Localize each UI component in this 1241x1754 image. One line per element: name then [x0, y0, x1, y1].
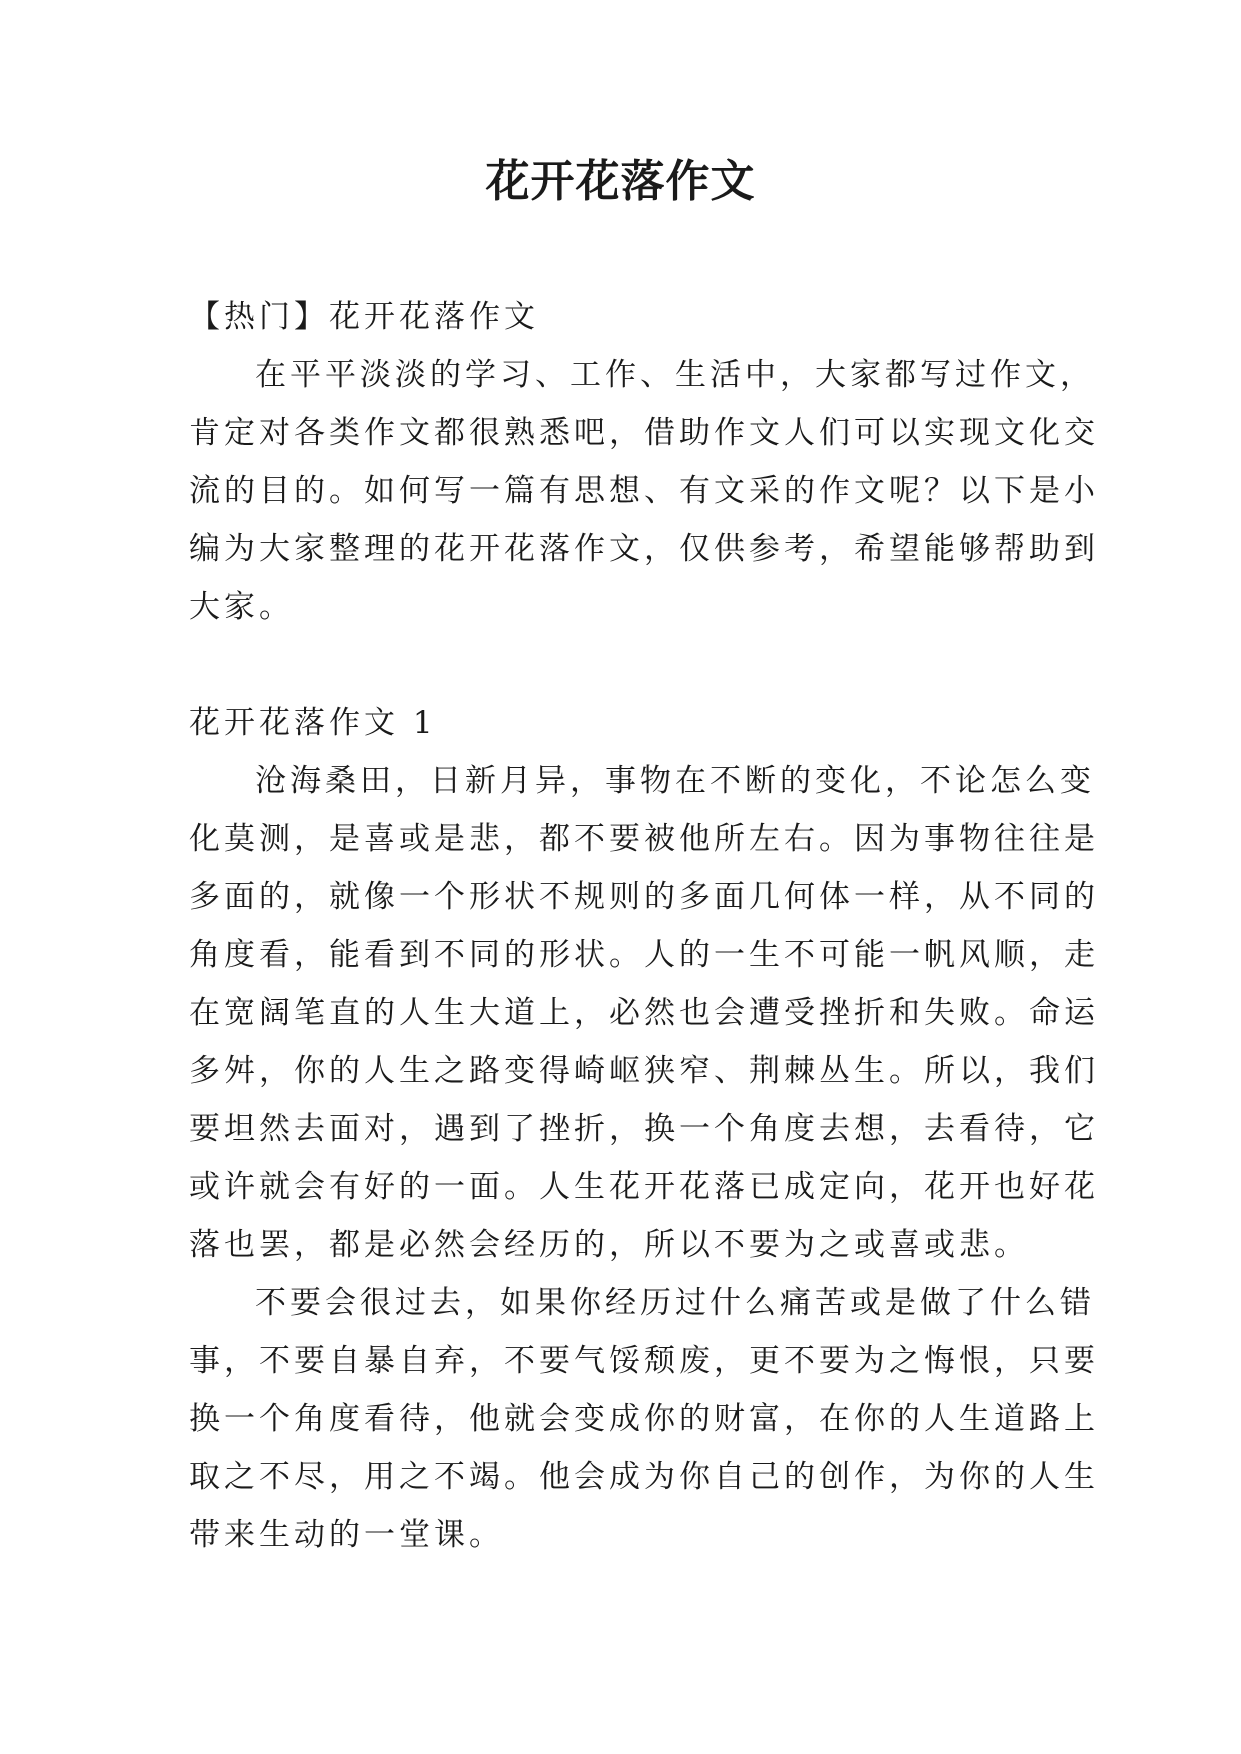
paragraph-line: 换一个角度看待，他就会变成你的财富，在你的人生道路上 — [189, 1401, 1099, 1437]
body-paragraph-2 — [189, 1274, 1099, 1564]
paragraph-line: 化莫测，是喜或是悲，都不要被他所左右。因为事物往往是 — [189, 821, 1099, 857]
intro-line: 编为大家整理的花开花落作文，仅供参考，希望能够帮助到 — [189, 531, 1099, 567]
paragraph-line: 不要会很过去，如果你经历过什么痛苦或是做了什么错 — [255, 1285, 1095, 1321]
document-subtitle: 【热门】花开花落作文 — [189, 299, 539, 335]
intro-line: 在平平淡淡的学习、工作、生活中，大家都写过作文， — [255, 357, 1095, 393]
paragraph-line: 取之不尽，用之不竭。他会成为你自己的创作，为你的人生 — [189, 1459, 1099, 1495]
paragraph-line: 或许就会有好的一面。人生花开花落已成定向，花开也好花 — [189, 1169, 1099, 1205]
paragraph-line: 角度看，能看到不同的形状。人的一生不可能一帆风顺，走 — [189, 937, 1099, 973]
paragraph-line: 多面的，就像一个形状不规则的多面几何体一样，从不同的 — [189, 879, 1099, 915]
paragraph-line: 带来生动的一堂课。 — [189, 1517, 504, 1553]
section-heading: 花开花落作文 1 — [189, 705, 437, 741]
paragraph-line: 多舛，你的人生之路变得崎岖狭窄、荆棘丛生。所以，我们 — [189, 1053, 1099, 1089]
paragraph-line: 在宽阔笔直的人生大道上，必然也会遭受挫折和失败。命运 — [189, 995, 1099, 1031]
document-body — [189, 288, 1099, 1564]
paragraph-spacer — [189, 636, 1049, 694]
document-title: 花开花落作文 — [485, 156, 756, 207]
paragraph-line: 事，不要自暴自弃，不要气馁颓废，更不要为之悔恨，只要 — [189, 1343, 1099, 1379]
paragraph-line: 要坦然去面对，遇到了挫折，换一个角度去想，去看待，它 — [189, 1111, 1099, 1147]
intro-paragraph — [189, 346, 1099, 636]
intro-line: 大家。 — [189, 589, 294, 625]
paragraph-line: 落也罢，都是必然会经历的，所以不要为之或喜或悲。 — [189, 1227, 1029, 1263]
intro-line: 肯定对各类作文都很熟悉吧，借助作文人们可以实现文化交 — [189, 415, 1099, 451]
body-paragraph-1 — [189, 752, 1099, 1274]
intro-line: 流的目的。如何写一篇有思想、有文采的作文呢？以下是小 — [189, 473, 1099, 509]
paragraph-line: 沧海桑田，日新月异，事物在不断的变化，不论怎么变 — [255, 763, 1095, 799]
